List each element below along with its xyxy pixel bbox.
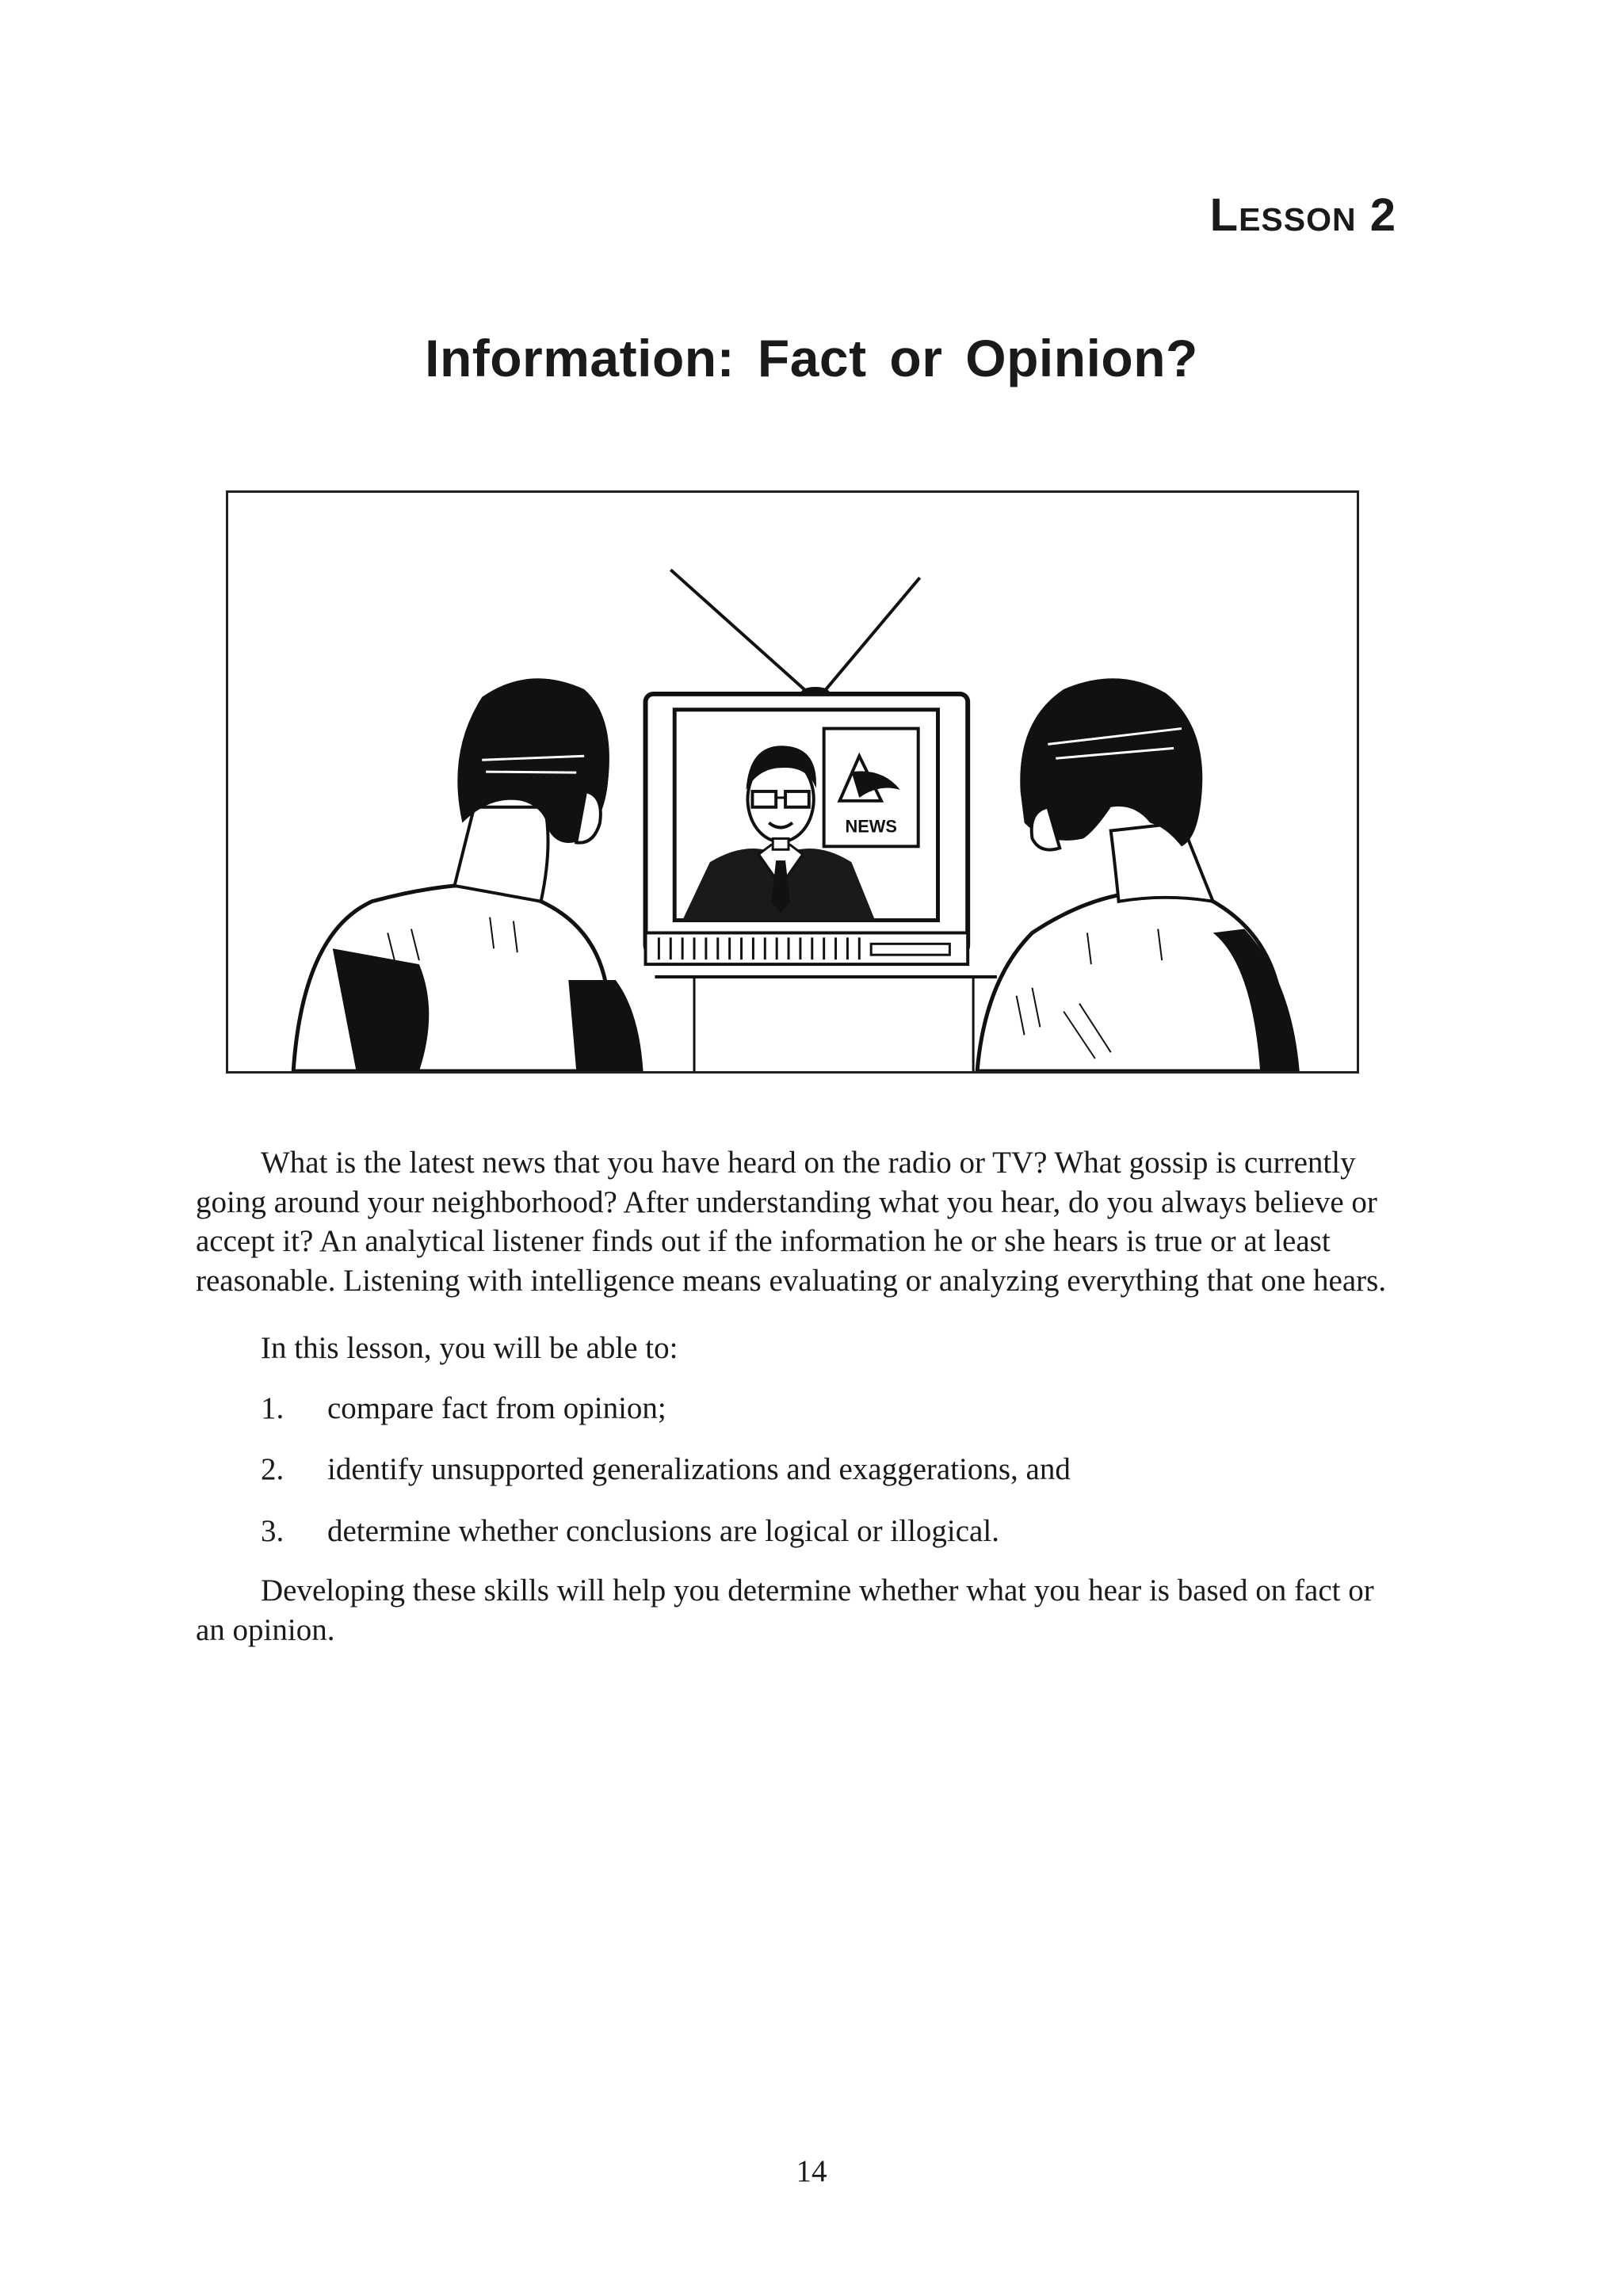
right-viewer bbox=[977, 678, 1300, 1071]
antenna-icon bbox=[670, 570, 919, 698]
page-number: 14 bbox=[796, 2154, 827, 2188]
news-logo-icon bbox=[824, 729, 918, 847]
left-viewer bbox=[293, 678, 643, 1071]
tv-viewers-drawing bbox=[228, 493, 1357, 1071]
objective-item bbox=[261, 1512, 999, 1551]
illustration-tv-news bbox=[226, 490, 1359, 1074]
news-sign-label: NEWS bbox=[845, 816, 897, 837]
tv-icon bbox=[646, 694, 968, 964]
objective-text: determine whether conclusions are logical or illogical. bbox=[327, 1514, 999, 1548]
objective-number: 2. bbox=[261, 1452, 285, 1486]
objective-number: 3. bbox=[261, 1514, 285, 1548]
objective-item bbox=[261, 1389, 666, 1428]
objectives-intro: In this lesson, you will be able to: bbox=[261, 1331, 678, 1365]
lesson-label: Lesson 2 bbox=[1209, 189, 1396, 241]
objective-text: compare fact from opinion; bbox=[327, 1391, 666, 1425]
objective-number: 1. bbox=[261, 1391, 285, 1425]
objective-text: identify unsupported generalizations and exaggerations, and bbox=[327, 1452, 1071, 1486]
objective-item bbox=[261, 1450, 1071, 1489]
closing-paragraph: Developing these skills will help you determine whether what you hear is based on fact or an opinion. bbox=[196, 1573, 1374, 1647]
intro-paragraph: What is the latest news that you have heard on the radio or TV? What gossip is currently going around your neighborhood? After understanding what you hear, do you always believe or accept it? An analytical listener finds out if the information he or she hears is true or at least reasonable. Listening with intelligence means evaluating or analyzing everything that one hears. bbox=[196, 1146, 1387, 1298]
page-title: Information: Fact or Opinion? bbox=[425, 329, 1198, 387]
